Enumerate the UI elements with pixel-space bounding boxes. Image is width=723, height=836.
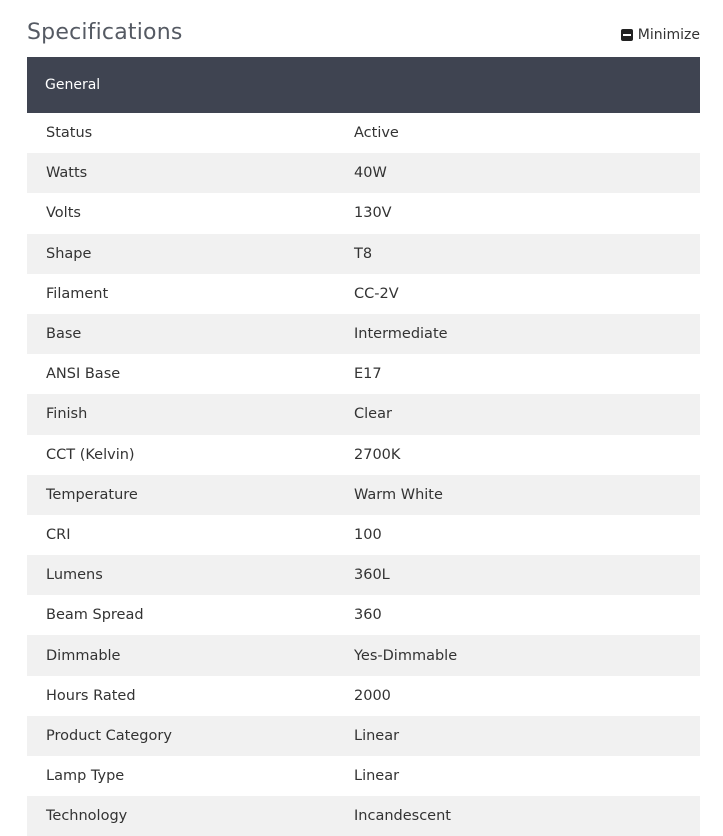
spec-value: 2000 <box>354 687 391 704</box>
table-row <box>27 394 700 434</box>
spec-rows <box>27 113 700 836</box>
spec-value: T8 <box>354 245 373 262</box>
spec-label: Technology <box>46 808 128 825</box>
table-row <box>27 234 700 274</box>
spec-value: 130V <box>354 205 392 222</box>
section-header-general <box>27 57 700 113</box>
specifications-table <box>27 57 700 836</box>
table-row <box>27 113 700 153</box>
spec-value: 360 <box>354 607 382 624</box>
table-row <box>27 314 700 354</box>
spec-value: Warm White <box>354 486 443 503</box>
spec-label: Volts <box>46 205 81 222</box>
spec-value: 2700K <box>354 446 401 463</box>
spec-value: Yes-Dimmable <box>354 647 458 664</box>
spec-value: Linear <box>354 768 400 785</box>
spec-label: Lamp Type <box>46 768 125 785</box>
table-row <box>27 153 700 193</box>
spec-label: Hours Rated <box>46 687 136 704</box>
table-row <box>27 515 700 555</box>
spec-value: Clear <box>354 406 392 423</box>
spec-label: Shape <box>46 245 92 262</box>
table-row <box>27 796 700 836</box>
spec-value: CC-2V <box>354 285 399 302</box>
table-row <box>27 676 700 716</box>
spec-label: Lumens <box>46 567 103 584</box>
spec-label: ANSI Base <box>46 366 121 383</box>
spec-label: Watts <box>46 165 88 182</box>
table-row <box>27 716 700 756</box>
table-row <box>27 756 700 796</box>
table-row <box>27 354 700 394</box>
spec-label: Product Category <box>46 727 172 744</box>
table-row <box>27 555 700 595</box>
spec-value: 100 <box>354 526 382 543</box>
spec-value: Intermediate <box>354 326 448 343</box>
spec-label: Filament <box>46 285 109 302</box>
spec-label: CRI <box>46 526 71 543</box>
spec-label: CCT (Kelvin) <box>46 446 135 463</box>
spec-value: Linear <box>354 727 400 744</box>
minimize-label: Minimize <box>637 27 700 43</box>
spec-label: Temperature <box>46 486 138 503</box>
spec-label: Base <box>46 326 82 343</box>
spec-value: Active <box>354 125 399 142</box>
spec-label: Finish <box>46 406 88 423</box>
table-row <box>27 435 700 475</box>
spec-label: Dimmable <box>46 647 121 664</box>
spec-value: 360L <box>354 567 390 584</box>
page-title: Specifications <box>27 20 183 45</box>
minus-square-icon <box>621 29 633 41</box>
spec-label: Status <box>46 125 93 142</box>
section-title: General <box>45 77 101 93</box>
spec-label: Beam Spread <box>46 607 144 624</box>
table-row <box>27 635 700 675</box>
spec-value: Incandescent <box>354 808 451 825</box>
specifications-header <box>27 0 700 56</box>
spec-value: 40W <box>354 165 387 182</box>
table-row <box>27 475 700 515</box>
table-row <box>27 274 700 314</box>
spec-value: E17 <box>354 366 382 383</box>
table-row <box>27 193 700 233</box>
minimize-button[interactable] <box>621 26 700 44</box>
table-row <box>27 595 700 635</box>
